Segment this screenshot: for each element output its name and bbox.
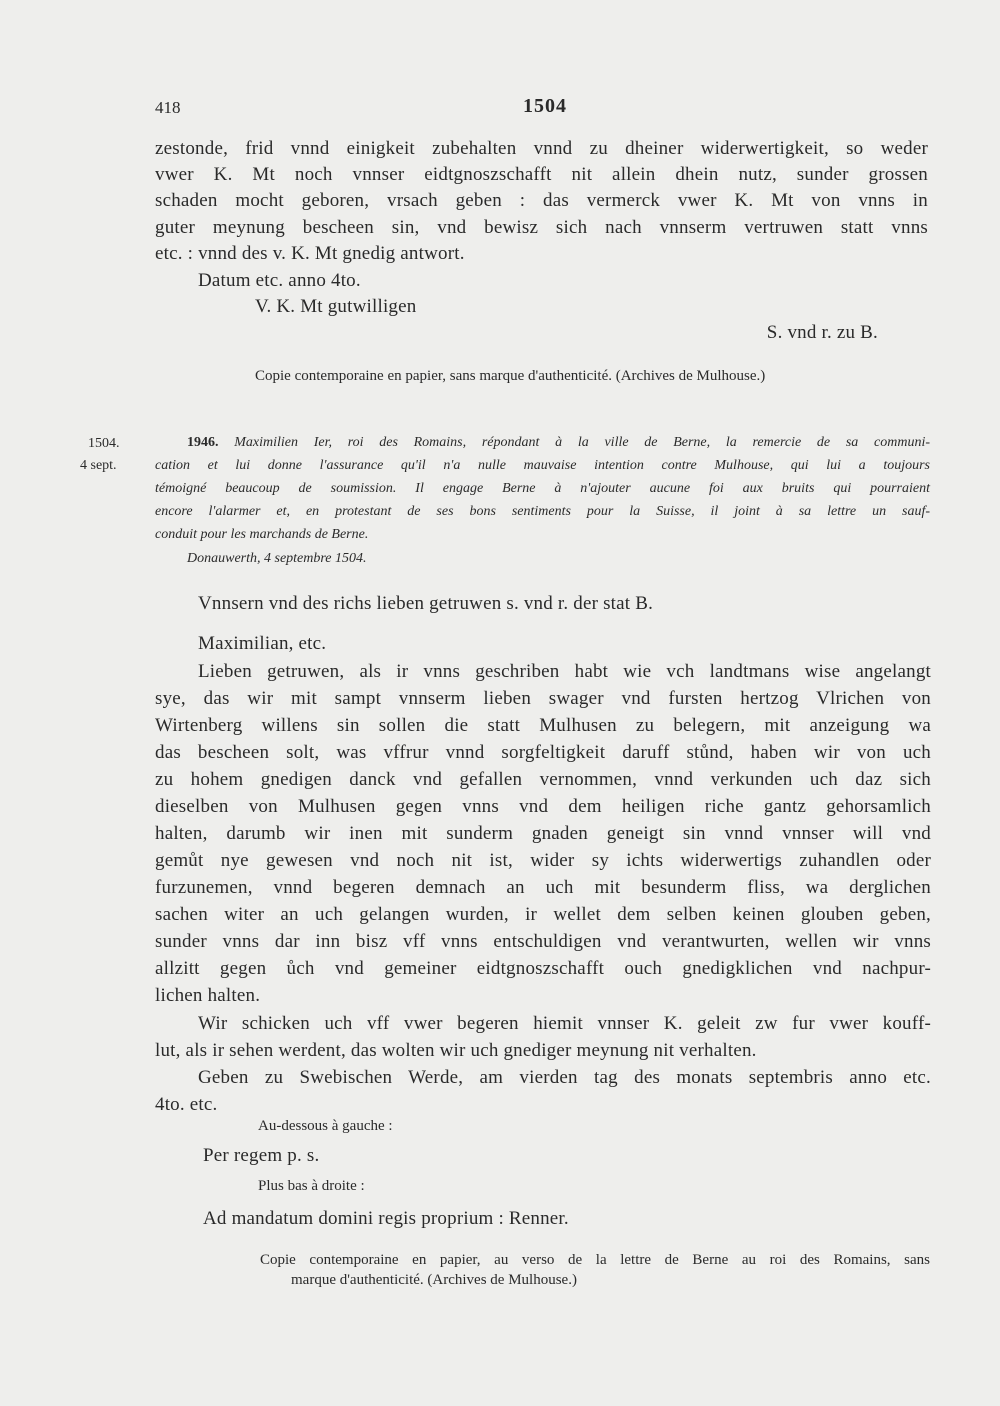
prev-letter-line: zestonde, frid vnnd einigkeit zubehalten vnnd zu dheiner widerwertigkeit, so weder (155, 138, 928, 159)
entry-summary-line: encore l'alarmer et, en protestant de ses bons sentiments pour la Suisse, il joint à sa lettre un sauf- (155, 504, 930, 519)
note-below-right: Plus bas à droite : (258, 1178, 365, 1194)
letter-line: zu hohem gnedigen danck vnd gefallen vernommen, vnnd verkunden uch daz sich (155, 769, 931, 790)
entry-place-date: Donauwerth, 4 septembre 1504. (187, 551, 367, 566)
letter-line: das bescheen solt, was vffrur vnnd sorgfeltigkeit daruff stůnd, haben wir von uch (155, 742, 931, 763)
letter-line: lut, als ir sehen werdent, das wolten wir uch gnediger meynung nit verhalten. (155, 1040, 757, 1061)
entry-summary-line: cation et lui donne l'assurance qu'il n'a nulle mauvaise intention contre Mulhouse, qui lui a toujours (155, 458, 930, 473)
entry-summary-line: conduit pour les marchands de Berne. (155, 527, 369, 542)
prev-letter-line: schaden mocht geboren, vrsach geben : das vermerck vwer K. Mt von vnns in (155, 190, 928, 211)
page-year-header: 1504 (523, 95, 567, 117)
letter-line: sye, das wir mit sampt vnnserm lieben swager vnd fursten hertzog Vlrichen von (155, 688, 931, 709)
letter-line: Lieben getruwen, als ir vnns geschriben habt wie vch landtmans wise angelangt (198, 661, 931, 682)
per-regem: Per regem p. s. (203, 1145, 320, 1166)
entry-summary-line: témoigné beaucoup de soumission. Il engage Berne à n'ajouter aucune foi aux bruits qui pourraient (155, 481, 930, 496)
prev-letter-line: etc. : vnnd des v. K. Mt gnedig antwort. (155, 243, 465, 264)
letter-line: sunder vnns dar inn bisz vff vnns entschuldigen vnd verantwurten, wellen wir vnns (155, 931, 931, 952)
letter-sender: Maximilian, etc. (198, 633, 327, 654)
letter-line: lichen halten. (155, 985, 261, 1006)
letter-line: dieselben von Mulhusen gegen vnns vnd dem heiligen riche gantz gehorsamlich (155, 796, 931, 817)
entry-number: 1946. (187, 435, 219, 450)
letter-address: Vnnsern vnd des richs lieben getruwen s. vnd r. der stat B. (198, 593, 654, 614)
entry-summary-line (187, 435, 930, 451)
prev-letter-source-note: Copie contemporaine en papier, sans marque d'authenticité. (Archives de Mulhouse.) (255, 368, 766, 384)
letter-line: allzitt gegen ůch vnd gemeiner eidtgnoszschafft ouch gnedigklichen vnd nachpur- (155, 958, 931, 979)
prev-letter-closing: V. K. Mt gutwilligen (255, 296, 417, 317)
letter-line: furzunemen, vnnd begeren demnach an uch mit besunderm fliss, wa derglichen (155, 877, 931, 898)
prev-letter-line: vwer K. Mt noch vnnser eidtgnoszschafft nit allein dhein nutz, sunder grossen (155, 164, 928, 185)
source-note-line: marque d'authenticité. (Archives de Mulhouse.) (291, 1272, 577, 1288)
letter-line: Wir schicken uch vff vwer begeren hiemit vnnser K. geleit zw fur vwer kouff- (198, 1013, 931, 1034)
source-note-line: Copie contemporaine en papier, au verso de la lettre de Berne au roi des Romains, sans (260, 1252, 930, 1268)
note-below-left: Au-dessous à gauche : (258, 1118, 393, 1134)
prev-letter-signature: S. vnd r. zu B. (766, 322, 878, 343)
page-number: 418 (155, 98, 181, 117)
margin-date: 4 sept. (80, 458, 117, 473)
letter-line: 4to. etc. (155, 1094, 218, 1115)
margin-year: 1504. (88, 436, 120, 451)
letter-line: halten, darumb wir inen mit sunderm gnaden geneigt sin vnnd vnnser will vnd (155, 823, 931, 844)
entry-summary-first: Maximilien Ier, roi des Romains, répondant à la ville de Berne, la remercie de sa communi- (234, 435, 931, 450)
letter-line: Geben zu Swebischen Werde, am vierden tag des monats septembris anno etc. (198, 1067, 931, 1088)
mandatum-line: Ad mandatum domini regis proprium : Renner. (203, 1208, 569, 1229)
prev-letter-datum: Datum etc. anno 4to. (198, 270, 361, 291)
letter-line: sachen witer an uch gelangen wurden, ir wellet dem selben keinen glouben geben, (155, 904, 931, 925)
prev-letter-line: guter meynung bescheen sin, vnd bewisz sich nach vnnserm vertruwen statt vnns (155, 217, 928, 238)
letter-line: Wirtenberg willens sin sollen die statt Mulhusen zu belegern, mit anzeigung wa (155, 715, 931, 736)
letter-line: gemůt nye gewesen vnd noch nit ist, wider sy ichts widerwertigs zuhandlen oder (155, 850, 931, 871)
